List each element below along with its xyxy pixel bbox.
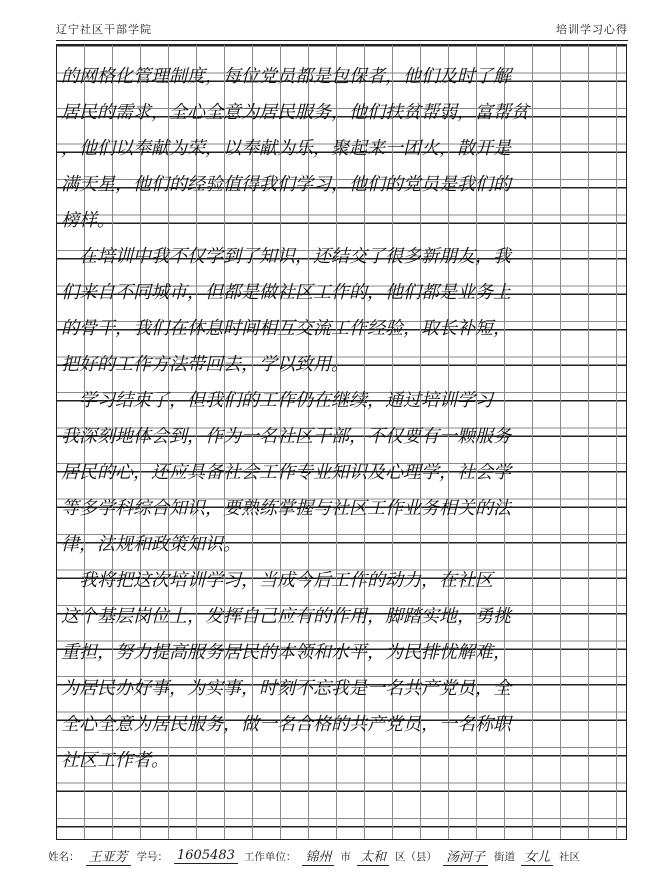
institution-name: 辽宁社区干部学院 bbox=[56, 23, 152, 36]
text-line: 满天星，他们的经验值得我们学习，他们的党员是我们的 bbox=[61, 174, 511, 195]
street-label: 街道 bbox=[493, 850, 515, 863]
text-line: 等多学科综合知识，要熟练掌握与社区工作业务相关的法 bbox=[61, 498, 511, 519]
text-line: 居民的心，还应具备社会工作专业知识及心理学，社会学 bbox=[61, 462, 511, 483]
id-label: 学号： bbox=[136, 850, 169, 863]
unit-label: 工作单位： bbox=[243, 850, 297, 863]
city-suffix: 市 bbox=[340, 850, 351, 863]
text-line: 我深刻地体会到，作为一名社区干部，不仅要有一颗服务 bbox=[61, 426, 511, 447]
unit-value: 锦州 bbox=[302, 846, 334, 866]
handwritten-text bbox=[61, 59, 621, 779]
text-line: 的骨干，我们在休息时间相互交流工作经验，取长补短， bbox=[61, 318, 511, 339]
text-line: 榜样。 bbox=[61, 210, 115, 231]
text-line: 为居民办好事，为实事，时刻不忘我是一名共产党员，全 bbox=[61, 678, 511, 699]
text-line: 的网格化管理制度，每位党员都是包保者，他们及时了解 bbox=[61, 66, 511, 87]
text-line: 重担，努力提高服务居民的本领和水平，为民排忧解难， bbox=[61, 642, 511, 663]
text-line: 这个基层岗位上，发挥自己应有的作用，脚踏实地，勇挑 bbox=[61, 606, 511, 627]
text-line: 律，法规和政策知识。 bbox=[61, 534, 241, 555]
district-suffix: 区（县） bbox=[394, 850, 437, 863]
district-value: 太和 bbox=[357, 846, 389, 866]
community-suffix: 社区 bbox=[558, 850, 580, 863]
page-header bbox=[56, 18, 628, 41]
name-value: 王亚芳 bbox=[86, 846, 131, 866]
text-line: 社区工作者。 bbox=[61, 750, 169, 771]
text-line: 把好的工作方法带回去，学以致用。 bbox=[61, 354, 349, 375]
footer-info bbox=[48, 846, 638, 866]
text-line: 学习结束了，但我们的工作仍在继续，通过培训学习 bbox=[61, 390, 493, 411]
name-label: 姓名： bbox=[48, 850, 80, 863]
street-value: 汤河子 bbox=[443, 846, 488, 866]
grid-paper bbox=[56, 44, 627, 840]
text-line: 居民的需求，全心全意为居民服务，他们扶贫帮弱，富帮贫 bbox=[61, 102, 529, 123]
text-line: 们来自不同城市，但都是做社区工作的，他们都是业务上 bbox=[61, 282, 511, 303]
text-line: ，他们以奉献为荣，以奉献为乐，聚起来一团火，散开是 bbox=[61, 138, 511, 159]
text-line: 我将把这次培训学习，当成今后工作的动力，在社区 bbox=[61, 570, 493, 591]
document-title: 培训学习心得 bbox=[556, 23, 628, 36]
community-value: 女儿 bbox=[521, 846, 553, 866]
text-line: 全心全意为居民服务，做一名合格的共产党员，一名称职 bbox=[61, 714, 511, 735]
text-line: 在培训中我不仅学到了知识，还结交了很多新朋友，我 bbox=[61, 246, 511, 267]
id-value: 1605483 bbox=[174, 848, 238, 864]
